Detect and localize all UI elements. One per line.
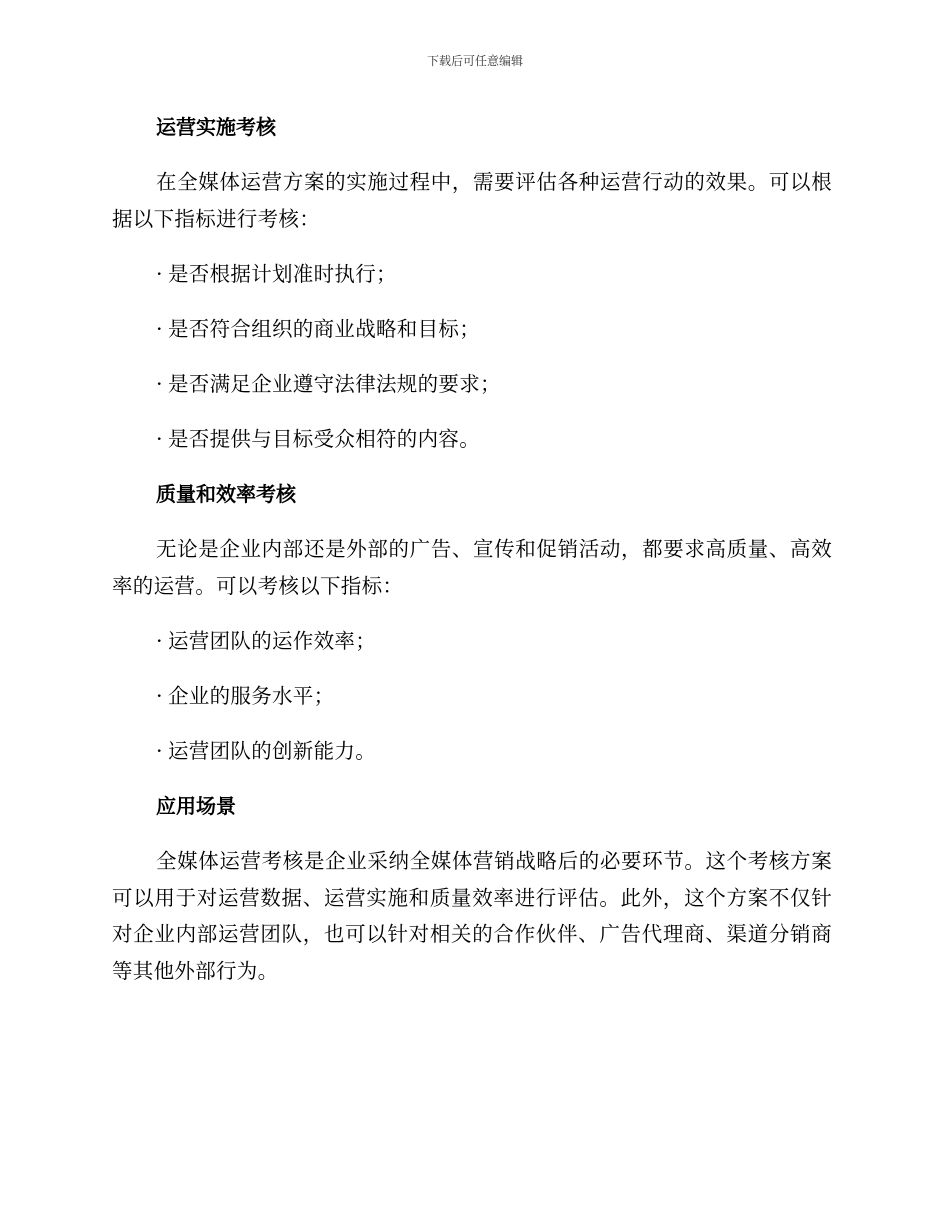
list-item xyxy=(112,421,832,457)
bullet-marker: · xyxy=(156,317,163,341)
section-paragraph: 全媒体运营考核是企业采纳全媒体营销战略后的必要环节。这个考核方案可以用于对运营数据、运营实施和质量效率进行评估。此外，这个方案不仅针对企业内部运营团队，也可以针对相关的合作伙伴、广告代理商、渠道分销商等其他外部行为。 xyxy=(112,849,832,983)
bullet-marker: · xyxy=(156,629,163,653)
section-heading-operation-implementation: 运营实施考核 xyxy=(156,115,276,139)
document-body xyxy=(112,109,832,1008)
list-item-text: 是否符合组织的商业战略和目标； xyxy=(168,317,480,341)
list-item xyxy=(112,311,832,347)
list-item xyxy=(112,678,832,714)
list-item xyxy=(112,733,832,769)
list-item-text: 是否根据计划准时执行； xyxy=(168,262,397,286)
list-item-text: 是否提供与目标受众相符的内容。 xyxy=(168,427,480,451)
section-paragraph: 无论是企业内部还是外部的广告、宣传和促销活动，都要求高质量、高效率的运营。可以考核以下指标： xyxy=(112,537,832,598)
section-heading-application-scenarios: 应用场景 xyxy=(156,794,236,818)
list-item xyxy=(112,256,832,292)
list-item xyxy=(112,623,832,659)
bullet-marker: · xyxy=(156,372,163,396)
page-header-note: 下载后可任意编辑 xyxy=(426,54,523,68)
section-heading-quality-efficiency: 质量和效率考核 xyxy=(156,482,296,506)
bullet-marker: · xyxy=(156,684,163,708)
list-item-text: 企业的服务水平； xyxy=(168,684,335,708)
section-paragraph: 在全媒体运营方案的实施过程中，需要评估各种运营行动的效果。可以根据以下指标进行考核： xyxy=(112,170,832,231)
list-item-text: 运营团队的创新能力。 xyxy=(168,739,376,763)
list-item xyxy=(112,366,832,402)
bullet-marker: · xyxy=(156,427,163,451)
bullet-marker: · xyxy=(156,262,163,286)
list-item-text: 运营团队的运作效率； xyxy=(168,629,376,653)
list-item-text: 是否满足企业遵守法律法规的要求； xyxy=(168,372,501,396)
bullet-marker: · xyxy=(156,739,163,763)
